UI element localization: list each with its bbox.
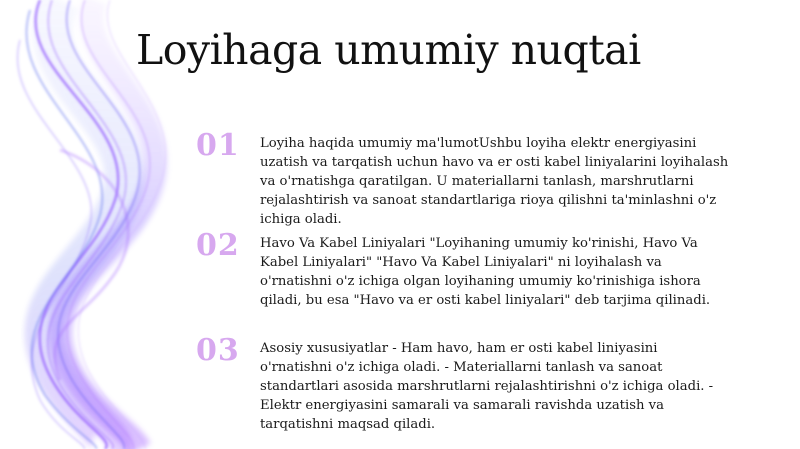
item-number: 02 bbox=[196, 228, 240, 263]
item-text: Asosiy xususiyatlar - Ham havo, ham er osti kabel liniyasini o'rnatishni o'z ichiga oladi. - Materiallarni tanlash va sanoat standartlari asosida marshrutlarni rejalashtirishni o'z ichiga oladi. - Elektr energiyasini samarali va samarali ravishda uzatish va tarqatishni maqsad qiladi. bbox=[260, 341, 714, 432]
item-text: Havo Va Kabel Liniyalari "Loyihaning umumiy ko'rinishi, Havo Va Kabel Liniyalari" "Havo Va Kabel Liniyalari" ni loyihalash va o'rnatishni o'z ichiga olgan loyihaning umumiy ko'rinishiga ishora qiladi, bu esa "Havo va er osti kabel liniyalari" deb tarjima qilinadi. bbox=[260, 236, 711, 308]
item-text: Loyiha haqida umumiy ma'lumotUshbu loyiha elektr energiyasini uzatish va tarqatish uchun havo va er osti kabel liniyalarini loyihalash va o'rnatishga qaratilgan. U materiallarni tanlash, marshrutlarni rejalashtirish va sanoat standartlariga rioya qilishni ta'minlashni o'z ichiga oladi. bbox=[260, 136, 729, 227]
item-number: 03 bbox=[196, 333, 240, 368]
item-number: 01 bbox=[196, 128, 240, 163]
slide-title: Loyihaga umumiy nuqtai bbox=[136, 26, 641, 74]
